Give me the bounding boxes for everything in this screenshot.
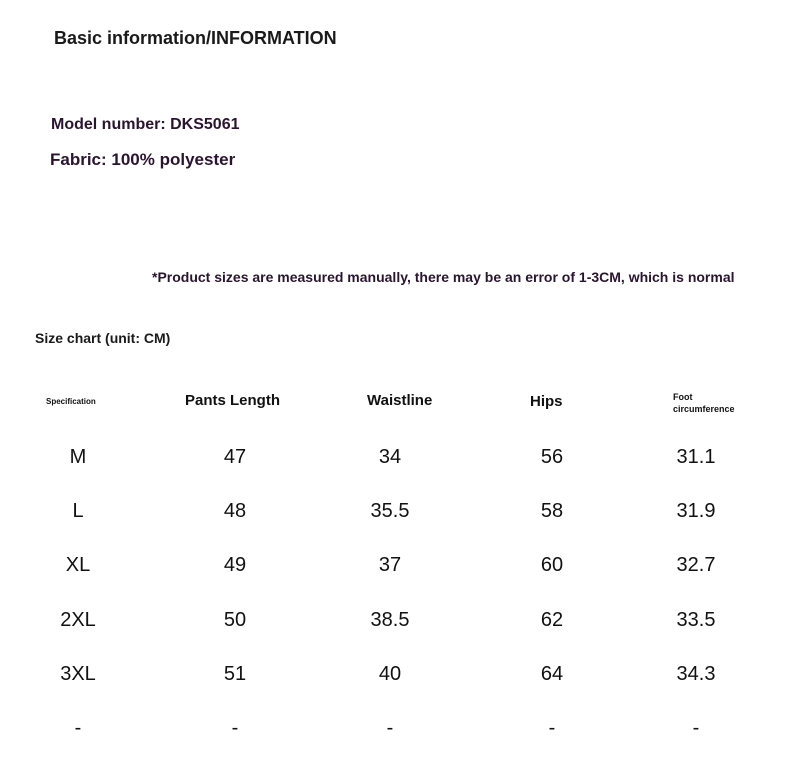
cell-pants-length: 49 (223, 554, 247, 576)
header-hips: Hips (530, 393, 563, 410)
cell-waistline: 40 (378, 663, 402, 685)
cell-waistline: 37 (378, 554, 402, 576)
cell-hips: 58 (540, 500, 564, 522)
cell-pants-length: 48 (223, 500, 247, 522)
cell-pants-length: 50 (223, 609, 247, 631)
cell-hips: 56 (540, 446, 564, 468)
cell-hips: 64 (540, 663, 564, 685)
cell-waistline: 34 (378, 446, 402, 468)
model-number: Model number: DKS5061 (51, 116, 240, 133)
header-specification: Specification (46, 397, 96, 406)
header-pants-length: Pants Length (185, 392, 281, 409)
cell-pants-length: 51 (223, 663, 247, 685)
cell-pants-length: - (231, 717, 239, 739)
cell-size: XL (65, 554, 91, 576)
cell-waistline: 35.5 (370, 500, 410, 522)
cell-foot-circumference: 31.1 (676, 446, 716, 468)
cell-pants-length: 47 (223, 446, 247, 468)
cell-hips: 62 (540, 609, 564, 631)
cell-foot-circumference: 32.7 (676, 554, 716, 576)
cell-hips: 60 (540, 554, 564, 576)
cell-foot-circumference: - (692, 717, 700, 739)
cell-size: 3XL (60, 663, 96, 685)
fabric-info: Fabric: 100% polyester (50, 150, 236, 169)
cell-waistline: - (386, 717, 394, 739)
cell-foot-circumference: 31.9 (676, 500, 716, 522)
size-chart-title: Size chart (unit: CM) (35, 330, 171, 346)
cell-size: M (69, 446, 87, 468)
header-foot-circumference: Foot circumference (673, 392, 735, 414)
cell-waistline: 38.5 (370, 609, 410, 631)
header-waistline: Waistline (367, 392, 433, 409)
page-title: Basic information/INFORMATION (54, 28, 337, 48)
cell-foot-circumference: 33.5 (676, 609, 716, 631)
cell-hips: - (548, 717, 556, 739)
measurement-note: *Product sizes are measured manually, there may be an error of 1-3CM, which is normal (152, 269, 735, 285)
cell-size: L (72, 500, 84, 522)
cell-foot-circumference: 34.3 (676, 663, 716, 685)
cell-size: 2XL (60, 609, 96, 631)
cell-size: - (74, 717, 82, 739)
